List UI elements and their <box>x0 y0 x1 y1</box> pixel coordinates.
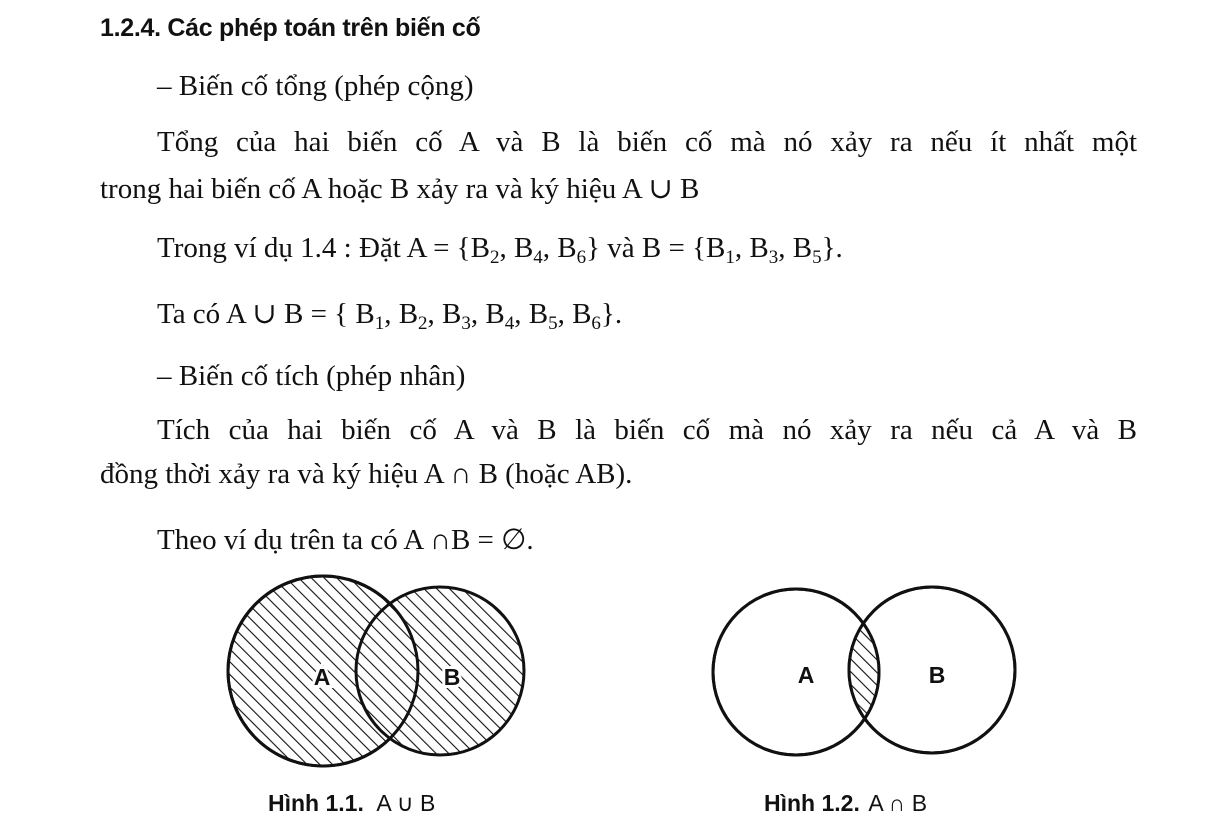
subscript: 5 <box>548 313 558 334</box>
intersection-example: Theo ví dụ trên ta có A ∩B = ∅. <box>157 524 534 556</box>
figure-2-caption <box>764 790 927 817</box>
union-result-end: }. <box>600 298 623 330</box>
caption-label: Hình 1.1. <box>268 790 364 816</box>
union-definition-line1: Tổng của hai biến cố A và B là biến cố mà nó xảy ra nếu ít nhất một <box>157 126 1137 158</box>
figure-1-caption <box>268 790 435 817</box>
label-a: A <box>313 664 331 690</box>
section-heading: 1.2.4. Các phép toán trên biến cố <box>100 14 481 42</box>
subscript: 1 <box>725 247 735 268</box>
circle-b <box>356 587 524 755</box>
union-example: Trong ví dụ 1.4 : Đặt $A = \{B_2$, $B_4$, $B_6$} và $B = \{B_1$, $B_3$, $B_5$}. <box>157 232 843 268</box>
caption-label: Hình 1.2. <box>764 790 860 816</box>
subscript: 2 <box>489 247 500 268</box>
intersection-definition-line2: đồng thời xảy ra và ký hiệu A ∩ B (hoặc AB). <box>100 458 633 490</box>
union-venn-diagram <box>228 576 524 766</box>
subscript: 4 <box>504 313 515 334</box>
subscript: 1 <box>374 313 385 334</box>
union-definition-line2: trong hai biến cố A hoặc B xảy ra và ký hiệu A ∪ B <box>100 173 700 205</box>
union-result-prefix: Ta có A ∪ B = { B <box>157 298 375 330</box>
union-result: Ta có A ∪ B = { $B_1$, $B_2$, $B_3$, $B_4$, $B_5$, $B_6$}. <box>157 298 623 334</box>
intersection-definition-line1: Tích của hai biến cố A và B là biến cố mà nó xảy ra nếu cả A và B <box>157 414 1137 446</box>
caption-symbol: A ∩ B <box>868 790 928 816</box>
intersection-venn-diagram <box>713 587 1015 755</box>
label-a: A <box>797 662 815 688</box>
union-example-end: }. <box>821 232 843 264</box>
caption-symbol: A ∪ B <box>376 790 436 816</box>
subscript: 6 <box>576 247 587 268</box>
subscript: 2 <box>418 313 428 334</box>
label-b: B <box>443 664 461 690</box>
subscript: 3 <box>461 313 471 334</box>
union-example-prefix: Trong ví dụ 1.4 : Đặt A = {B <box>157 232 490 264</box>
union-bullet: – Biến cố tổng (phép cộng) <box>157 70 474 102</box>
union-example-mid: } và B = {B <box>586 232 726 264</box>
label-b: B <box>928 662 946 688</box>
subscript: 6 <box>591 313 601 334</box>
intersection-bullet: – Biến cố tích (phép nhân) <box>157 360 466 392</box>
subscript: 3 <box>768 247 779 268</box>
subscript: 4 <box>533 247 543 268</box>
subscript: 5 <box>812 247 822 268</box>
